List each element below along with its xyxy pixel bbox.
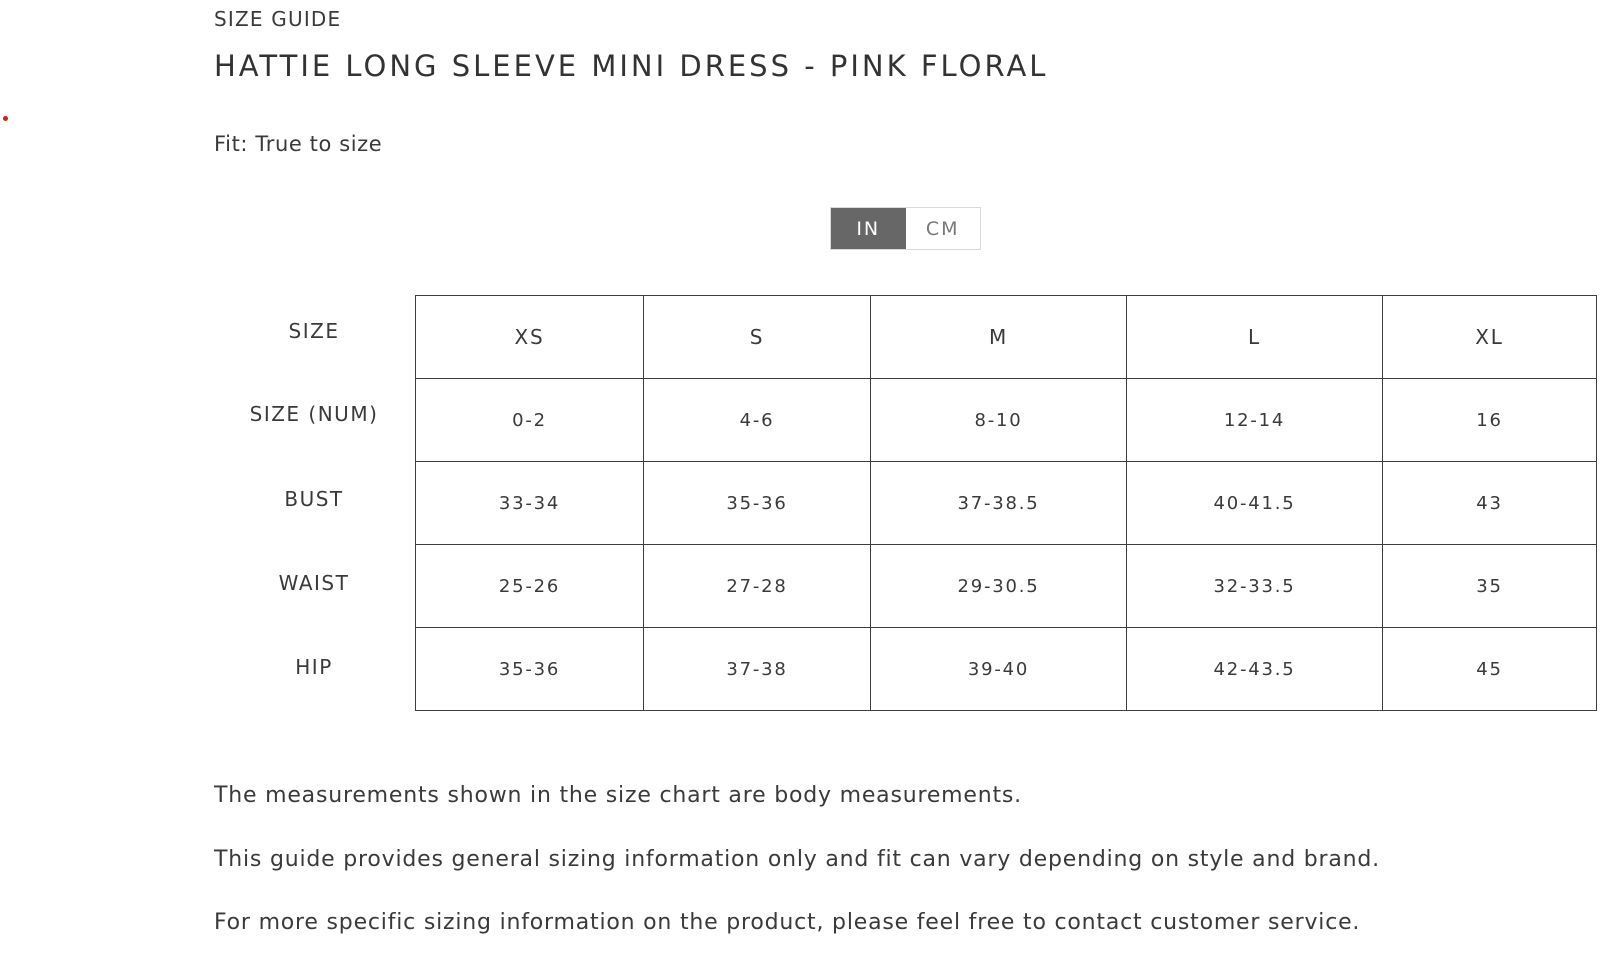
note-general-sizing: This guide provides general sizing information only and fit can vary depending on style and brand. <box>214 847 1380 872</box>
row-label-size-num: SIZE (NUM) <box>249 402 379 426</box>
table-cell: 0-2 <box>416 379 644 462</box>
row-label-bust: BUST <box>284 487 344 511</box>
table-cell: 35-36 <box>644 462 871 545</box>
row-label-waist: WAIST <box>278 571 350 595</box>
unit-in-button[interactable]: IN <box>831 208 906 249</box>
table-cell: 29-30.5 <box>871 545 1127 628</box>
product-title: HATTIE LONG SLEEVE MINI DRESS - PINK FLORAL <box>214 49 1049 83</box>
table-cell: 8-10 <box>871 379 1127 462</box>
note-body-measurements: The measurements shown in the size chart are body measurements. <box>214 783 1022 808</box>
table-row <box>416 628 1597 711</box>
table-cell: XS <box>416 296 644 379</box>
table-cell: 43 <box>1383 462 1597 545</box>
fit-description: Fit: True to size <box>214 132 383 156</box>
table-row <box>416 545 1597 628</box>
table-cell: 35-36 <box>416 628 644 711</box>
unit-cm-button[interactable]: CM <box>906 208 981 249</box>
table-row <box>416 462 1597 545</box>
table-cell: 33-34 <box>416 462 644 545</box>
table-cell: 16 <box>1383 379 1597 462</box>
table-cell: 35 <box>1383 545 1597 628</box>
size-guide-label: SIZE GUIDE <box>214 7 342 31</box>
table-cell: 42-43.5 <box>1127 628 1383 711</box>
unit-toggle <box>830 207 981 250</box>
table-cell: 39-40 <box>871 628 1127 711</box>
table-row <box>416 296 1597 379</box>
table-cell: M <box>871 296 1127 379</box>
table-cell: 12-14 <box>1127 379 1383 462</box>
table-cell: 25-26 <box>416 545 644 628</box>
note-contact-service: For more specific sizing information on the product, please feel free to contact customer service. <box>214 910 1361 935</box>
table-cell: 37-38.5 <box>871 462 1127 545</box>
table-cell: 37-38 <box>644 628 871 711</box>
table-row <box>416 379 1597 462</box>
table-cell: 27-28 <box>644 545 871 628</box>
table-cell: 4-6 <box>644 379 871 462</box>
table-cell: XL <box>1383 296 1597 379</box>
table-cell: S <box>644 296 871 379</box>
size-chart-table <box>415 295 1597 711</box>
table-cell: 45 <box>1383 628 1597 711</box>
table-cell: 40-41.5 <box>1127 462 1383 545</box>
table-cell: L <box>1127 296 1383 379</box>
row-label-size: SIZE <box>288 319 340 343</box>
table-cell: 32-33.5 <box>1127 545 1383 628</box>
red-dot-marker <box>3 116 8 121</box>
row-label-hip: HIP <box>295 655 333 679</box>
